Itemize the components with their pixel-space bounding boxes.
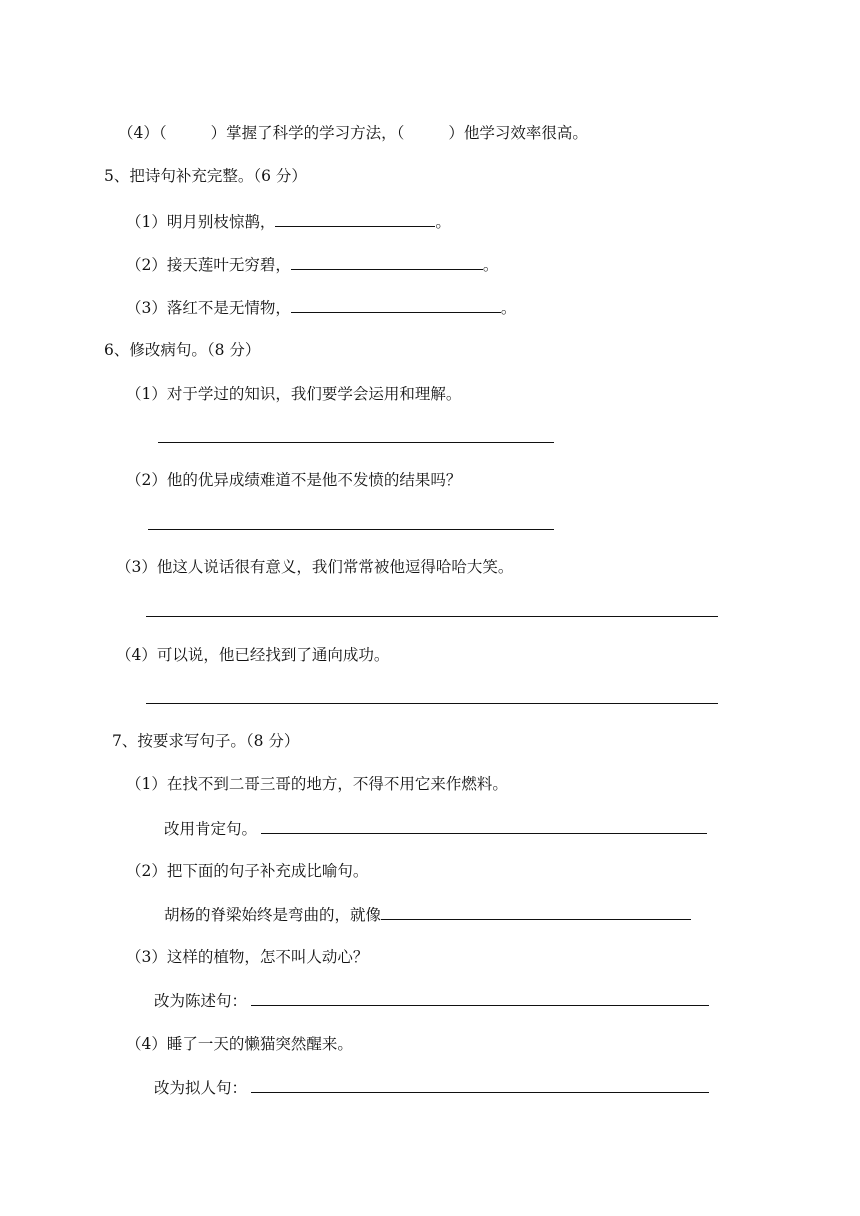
s6-item-1: （1）对于学过的知识，我们要学会运用和理解。 <box>126 385 462 403</box>
s7-item-4-answer <box>154 1077 709 1098</box>
s6-item-2: （2）他的优异成绩难道不是他不发愤的结果吗？ <box>126 471 462 489</box>
answer-line[interactable] <box>148 529 554 530</box>
q4-item-4-suffix: ）他学习效率很高。 <box>448 124 588 142</box>
s5-item-1-text: （1）明月别枝惊鹊， <box>126 213 276 231</box>
answer-blank[interactable] <box>251 990 709 1006</box>
answer-blank[interactable] <box>275 211 435 227</box>
s7-item-4: （4）睡了一天的懒猫突然醒来。 <box>126 1035 353 1053</box>
q4-item-4-middle: ）掌握了科学的学习方法，（ <box>210 124 405 142</box>
s7-item-3-answer <box>154 990 709 1011</box>
s5-item-3 <box>126 297 516 318</box>
s7-item-4-prompt: 改为拟人句： <box>154 1079 248 1097</box>
s5-item-3-end: 。 <box>500 299 517 317</box>
answer-line[interactable] <box>158 442 554 443</box>
s7-item-1: （1）在找不到二哥三哥的地方，不得不用它来作燃料。 <box>126 775 508 793</box>
q4-item-4 <box>118 123 588 143</box>
s7-item-3: （3）这样的植物，怎不叫人动心？ <box>126 948 369 966</box>
s5-item-1 <box>126 211 451 232</box>
s6-item-4: （4）可以说，他已经找到了通向成功。 <box>116 646 390 664</box>
q4-item-4-prefix: （4）（ <box>118 124 167 142</box>
section-7-title: 7、按要求写句子。（8 分） <box>112 732 300 750</box>
s6-item-3: （3）他这人说话很有意义，我们常常被他逗得哈哈大笑。 <box>116 558 514 576</box>
s5-item-1-end: 。 <box>435 213 451 231</box>
s5-item-2 <box>126 254 498 275</box>
answer-line[interactable] <box>146 703 718 704</box>
s5-item-2-text: （2）接天莲叶无穷碧， <box>126 256 291 274</box>
section-5-title: 5、把诗句补充完整。（6 分） <box>104 167 307 185</box>
section-6-title: 6、修改病句。（8 分） <box>104 341 261 359</box>
s5-item-3-text: （3）落红不是无情物， <box>126 299 291 317</box>
answer-blank[interactable] <box>381 904 691 920</box>
s5-item-2-end: 。 <box>482 256 499 274</box>
s7-item-1-prompt: 改用肯定句。 <box>164 820 258 838</box>
s7-item-2-prompt: 胡杨的脊梁始终是弯曲的，就像 <box>164 906 382 924</box>
s7-item-3-prompt: 改为陈述句： <box>154 992 248 1010</box>
answer-blank[interactable] <box>251 1077 709 1093</box>
answer-blank[interactable] <box>291 297 501 313</box>
s7-item-2: （2）把下面的句子补充成比喻句。 <box>126 862 369 880</box>
s7-item-1-answer <box>164 818 707 839</box>
answer-blank[interactable] <box>261 818 707 834</box>
answer-line[interactable] <box>146 616 718 617</box>
answer-blank[interactable] <box>291 254 483 270</box>
s7-item-2-answer <box>164 904 691 925</box>
